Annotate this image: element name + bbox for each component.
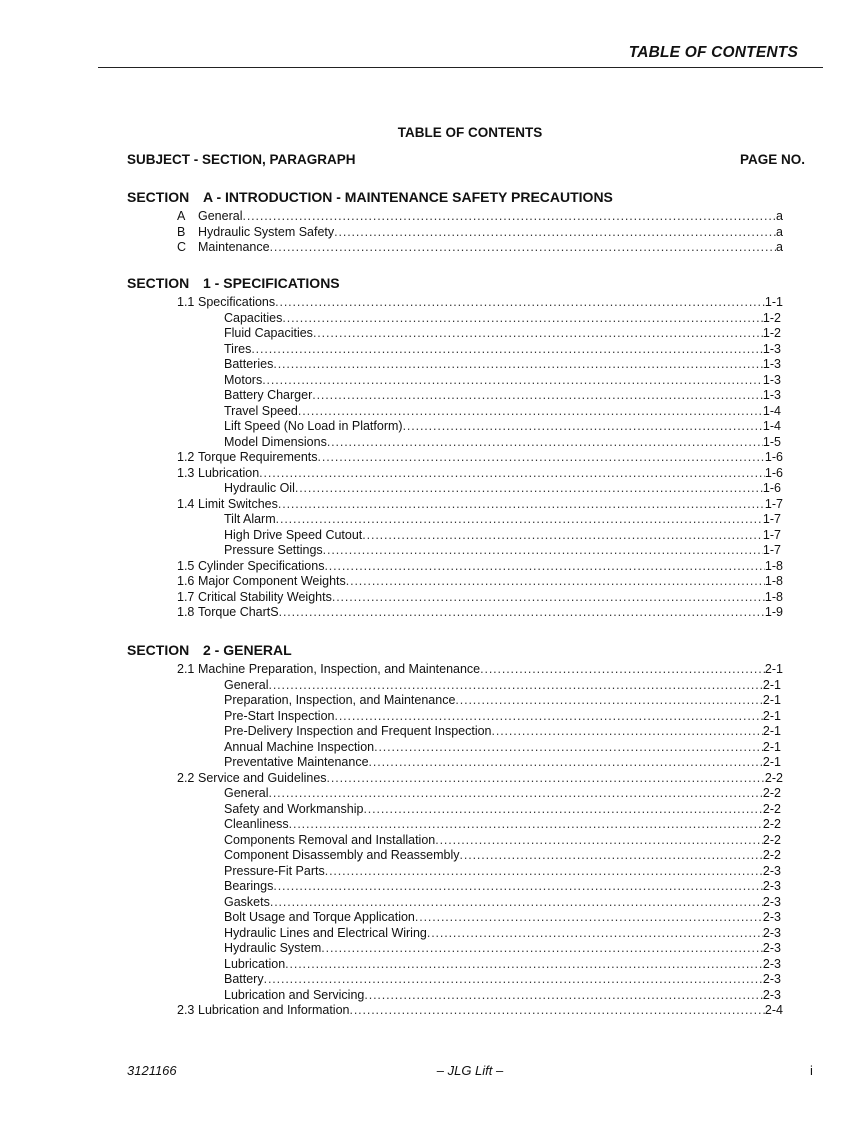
entry-number: 2.3 [177, 1003, 195, 1017]
dot-leader [327, 771, 765, 787]
dot-leader [275, 295, 765, 311]
entry-page: a [776, 240, 783, 254]
toc-entry[interactable] [127, 404, 783, 420]
entry-page: 2-1 [762, 724, 781, 738]
entry-title: Pressure Settings [224, 543, 323, 557]
entry-page: 2-3 [762, 925, 781, 940]
toc-entry[interactable] [127, 373, 783, 389]
dot-leader [334, 225, 776, 241]
dot-leader [273, 879, 763, 895]
entry-title: Safety and Workmanship [224, 801, 364, 816]
entry-page: 2-1 [762, 708, 781, 723]
entry-number: 1.1 [177, 295, 195, 309]
doc-number: 3121166 [127, 1063, 177, 1078]
toc-entry[interactable] [127, 559, 783, 575]
entry-number: 1.4 [177, 496, 195, 511]
column-heading-subject: SUBJECT - SECTION, PARAGRAPH [127, 152, 356, 167]
entry-page: 1-1 [764, 295, 783, 309]
toc-entry[interactable] [127, 771, 783, 787]
entry-page: 2-3 [762, 956, 781, 971]
entry-title: General [198, 209, 243, 223]
dot-leader [455, 693, 763, 709]
entry-title: Service and Guidelines [198, 770, 327, 785]
entry-title: Lubrication [198, 465, 260, 480]
entry-page: 2-2 [764, 770, 783, 785]
toc-entries [127, 662, 783, 1019]
header-rule [98, 67, 823, 68]
toc-entry[interactable] [127, 342, 783, 358]
toc-entry[interactable] [127, 833, 783, 849]
entry-page: 1-7 [762, 512, 781, 526]
entry-title: Hydraulic Oil [224, 481, 295, 495]
entry-title: Major Component Weights [198, 574, 346, 588]
toc-entry[interactable] [127, 209, 783, 225]
entry-title: Bearings [224, 879, 274, 893]
entry-title: Preventative Maintenance [224, 755, 369, 769]
dot-leader [363, 802, 762, 818]
entry-title: Component Disassembly and Reassembly [224, 848, 460, 862]
entry-page: 2-1 [762, 677, 781, 692]
toc-entry[interactable] [127, 240, 783, 256]
entry-page: 1-3 [762, 372, 781, 387]
entry-number: 1.7 [177, 589, 195, 604]
entry-page: 1-8 [764, 574, 783, 588]
toc-entry[interactable] [127, 326, 783, 342]
entry-number: 1.5 [177, 558, 195, 573]
dot-leader [295, 481, 763, 497]
section-a [127, 188, 783, 256]
toc-entry[interactable] [127, 988, 783, 1004]
dot-leader [364, 988, 763, 1004]
section-heading [127, 641, 783, 662]
toc-entry[interactable] [127, 497, 783, 513]
running-title: TABLE OF CONTENTS [628, 44, 798, 61]
entry-page: 1-3 [762, 357, 781, 371]
entry-page: 2-1 [762, 739, 781, 754]
dot-leader [480, 662, 765, 678]
entry-title: Pre-Delivery Inspection and Frequent Inspection [224, 724, 492, 738]
dot-leader [403, 419, 763, 435]
section-word: SECTION [127, 642, 190, 658]
toc-entry[interactable] [127, 311, 783, 327]
entry-page: 1-2 [762, 310, 781, 325]
entry-page: 1-4 [762, 419, 781, 433]
entry-page: 1-8 [764, 589, 783, 604]
toc-entry[interactable] [127, 388, 783, 404]
entry-title: High Drive Speed Cutout [224, 527, 363, 542]
entry-title: Maintenance [198, 240, 270, 254]
entry-page: 1-7 [762, 527, 781, 542]
dot-leader [323, 543, 763, 559]
toc-entry[interactable] [127, 817, 783, 833]
entry-number: B [177, 224, 186, 239]
toc-entry[interactable] [127, 512, 783, 528]
toc-entries [127, 209, 783, 256]
section-word: SECTION [127, 275, 190, 291]
dot-leader [251, 342, 763, 358]
entry-page: a [776, 209, 783, 223]
entry-title: Limit Switches [198, 496, 278, 511]
entry-page: 1-9 [764, 605, 783, 619]
section-title: 1 - SPECIFICATIONS [203, 275, 340, 291]
dot-leader [242, 209, 776, 225]
dot-leader [264, 972, 763, 988]
toc-entry[interactable] [127, 941, 783, 957]
dot-leader [435, 833, 763, 849]
entry-title: Hydraulic System [224, 941, 322, 955]
entry-page: a [776, 224, 783, 239]
entry-number: 1.3 [177, 465, 195, 480]
dot-leader [324, 559, 764, 575]
entry-title: Hydraulic System Safety [198, 224, 335, 239]
section-title: 2 - GENERAL [203, 642, 292, 658]
entry-title: Motors [224, 372, 263, 387]
section-heading [127, 274, 783, 295]
entry-title: Travel Speed [224, 403, 298, 418]
dot-leader [276, 512, 763, 528]
toc-entries [127, 295, 783, 621]
entry-title: Battery [224, 972, 264, 986]
dot-leader [285, 957, 763, 973]
toc-entry[interactable] [127, 926, 783, 942]
toc-entry[interactable] [127, 957, 783, 973]
dot-leader [334, 709, 762, 725]
entry-title: Preparation, Inspection, and Maintenance [224, 693, 456, 707]
dot-leader [312, 388, 763, 404]
section-2 [127, 641, 783, 1019]
entry-title: Capacities [224, 310, 283, 325]
dot-leader [270, 895, 763, 911]
entry-page: 1-7 [764, 496, 783, 511]
entry-title: Fluid Capacities [224, 326, 313, 340]
entry-page: 1-6 [764, 465, 783, 480]
dot-leader [374, 740, 763, 756]
entry-page: 2-2 [762, 801, 781, 816]
toc-entry[interactable] [127, 450, 783, 466]
toc-entry[interactable] [127, 755, 783, 771]
entry-page: 2-3 [762, 941, 781, 955]
toc-entry[interactable] [127, 295, 783, 311]
entry-page: 1-3 [762, 388, 781, 402]
entry-title: Model Dimensions [224, 434, 327, 449]
toc-entry[interactable] [127, 662, 783, 678]
toc-entry[interactable] [127, 786, 783, 802]
dot-leader [298, 404, 763, 420]
toc-entry[interactable] [127, 709, 783, 725]
entry-title: Tires [224, 341, 252, 356]
entry-title: Gaskets [224, 894, 270, 909]
toc-entry[interactable] [127, 543, 783, 559]
toc-entry[interactable] [127, 895, 783, 911]
dot-leader [427, 926, 763, 942]
toc-entry[interactable] [127, 1003, 783, 1019]
toc-entry[interactable] [127, 481, 783, 497]
entry-page: 2-3 [762, 863, 781, 878]
entry-title: Cylinder Specifications [198, 558, 325, 573]
entry-title: Pressure-Fit Parts [224, 863, 325, 878]
entry-title: Tilt Alarm [224, 512, 276, 526]
dot-leader [362, 528, 763, 544]
entry-page: 2-2 [762, 848, 781, 862]
entry-page: 2-1 [762, 693, 781, 707]
entry-page: 2-1 [762, 755, 781, 769]
entry-page: 1-3 [762, 341, 781, 356]
entry-page: 2-3 [762, 910, 781, 924]
toc-entry[interactable] [127, 678, 783, 694]
entry-number: 1.6 [177, 574, 195, 588]
toc-entry[interactable] [127, 528, 783, 544]
column-heading-page: PAGE NO. [739, 152, 805, 167]
dot-leader [492, 724, 763, 740]
dot-leader [279, 605, 765, 621]
dot-leader [259, 466, 765, 482]
entry-title: Components Removal and Installation [224, 832, 436, 847]
entry-title: Specifications [198, 295, 276, 309]
entry-title: Bolt Usage and Torque Application [224, 910, 415, 924]
entry-title: Cleanliness [224, 817, 289, 831]
entry-title: General [224, 786, 269, 800]
entry-page: 2-2 [762, 832, 781, 847]
dot-leader [273, 357, 763, 373]
dot-leader [346, 574, 765, 590]
toc-entry[interactable] [127, 693, 783, 709]
dot-leader [369, 755, 763, 771]
entry-number: 2.1 [177, 662, 195, 676]
entry-title: Torque Requirements [198, 450, 318, 464]
entry-title: Hydraulic Lines and Electrical Wiring [224, 925, 427, 940]
entry-title: Annual Machine Inspection [224, 739, 375, 754]
toc-entry[interactable] [127, 740, 783, 756]
dot-leader [262, 373, 763, 389]
entry-page: 2-3 [762, 987, 781, 1002]
entry-title: Critical Stability Weights [198, 589, 332, 604]
toc-entry[interactable] [127, 910, 783, 926]
section-heading [127, 188, 783, 209]
toc-entry[interactable] [127, 864, 783, 880]
page-title: TABLE OF CONTENTS [397, 125, 543, 140]
dot-leader [332, 590, 765, 606]
toc-entry[interactable] [127, 605, 783, 621]
dot-leader [325, 864, 763, 880]
dot-leader [270, 240, 776, 256]
toc-entry[interactable] [127, 848, 783, 864]
entry-title: Lubrication and Servicing [224, 987, 365, 1002]
footer-brand: – JLG Lift – [436, 1063, 504, 1078]
entry-page: 1-5 [762, 434, 781, 449]
dot-leader [349, 1003, 764, 1019]
entry-page: 2-1 [764, 662, 783, 676]
entry-page: 2-2 [762, 786, 781, 800]
entry-title: General [224, 677, 269, 692]
dot-leader [278, 497, 765, 513]
dot-leader [289, 817, 763, 833]
entry-page: 1-4 [762, 403, 781, 418]
entry-title: Battery Charger [224, 388, 313, 402]
entry-number: 2.2 [177, 770, 195, 785]
entry-page: 2-3 [762, 879, 781, 893]
entry-title: Batteries [224, 357, 274, 371]
dot-leader [318, 450, 765, 466]
dot-leader [415, 910, 763, 926]
entry-number: 1.2 [177, 450, 195, 464]
entry-number: C [177, 240, 187, 254]
entry-page: 1-7 [762, 543, 781, 557]
toc-entry[interactable] [127, 590, 783, 606]
entry-title: Lift Speed (No Load in Platform) [224, 419, 403, 433]
dot-leader [268, 786, 762, 802]
toc-entry[interactable] [127, 419, 783, 435]
entry-page: 2-2 [762, 817, 781, 831]
entry-page: 1-6 [762, 481, 781, 495]
entry-page: 1-2 [762, 326, 781, 340]
toc-entry[interactable] [127, 435, 783, 451]
section-1 [127, 274, 783, 621]
entry-page: 1-6 [764, 450, 783, 464]
entry-title: Torque ChartS [198, 605, 279, 619]
section-word: SECTION [127, 189, 190, 205]
toc-entry[interactable] [127, 879, 783, 895]
dot-leader [268, 678, 762, 694]
entry-number: A [177, 209, 186, 223]
dot-leader [313, 326, 763, 342]
section-title: A - INTRODUCTION - MAINTENANCE SAFETY PRECAUTIONS [203, 189, 613, 205]
entry-title: Machine Preparation, Inspection, and Maintenance [198, 662, 481, 676]
page-number: i [810, 1063, 813, 1078]
toc-entry[interactable] [127, 574, 783, 590]
dot-leader [460, 848, 763, 864]
dot-leader [321, 941, 763, 957]
toc-entry[interactable] [127, 466, 783, 482]
entry-number: 1.8 [177, 605, 195, 619]
entry-title: Lubrication and Information [198, 1003, 350, 1017]
toc-entry[interactable] [127, 972, 783, 988]
entry-page: 2-3 [762, 894, 781, 909]
toc-entry[interactable] [127, 802, 783, 818]
entry-page: 2-4 [764, 1003, 783, 1017]
dot-leader [327, 435, 763, 451]
toc-entry[interactable] [127, 225, 783, 241]
toc-entry[interactable] [127, 357, 783, 373]
entry-title: Lubrication [224, 956, 286, 971]
entry-page: 2-3 [762, 972, 781, 986]
entry-page: 1-8 [764, 558, 783, 573]
entry-title: Pre-Start Inspection [224, 708, 335, 723]
dot-leader [282, 311, 763, 327]
toc-entry[interactable] [127, 724, 783, 740]
